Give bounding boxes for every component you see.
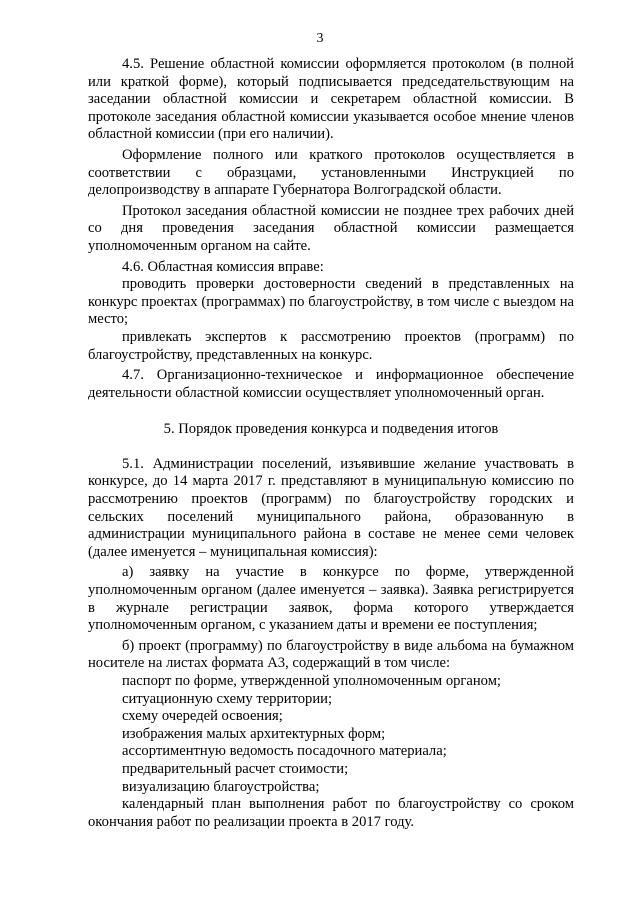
page-number: 3 bbox=[316, 31, 324, 46]
paragraph-4-6: 4.6. Областная комиссия вправе: bbox=[122, 258, 324, 275]
paragraph-4-7: 4.7. Организационно-техническое и информационное обеспечение деятельности областной комиссии осуществляет уполномоченный орган. bbox=[88, 367, 574, 401]
paragraph-item-b: б) проект (программу) по благоустройству в виде альбома на бумажном носителе на листах формата А3, содержащий в том числе: bbox=[88, 637, 574, 672]
list-item: паспорт по форме, утвержденной уполномоченным органом; bbox=[122, 673, 501, 689]
paragraph-4-5: 4.5. Решение областной комиссии оформляется протоколом (в полной или краткой форме), который подписывается председательствующим на заседании областной комиссии и секретарем областной комиссии. В протоколе заседания областной комиссии указывается особое мнение членов областной комиссии (при его наличии). bbox=[88, 56, 574, 143]
paragraph-experts-right: привлекать экспертов к рассмотрению проектов (программ) по благоустройству, представленных на конкурс. bbox=[88, 328, 574, 363]
list-item: изображения малых архитектурных форм; bbox=[122, 725, 386, 742]
list-item: ситуационную схему территории; bbox=[122, 690, 333, 707]
list-item: предварительный расчет стоимости; bbox=[122, 760, 349, 777]
paragraph-calendar-plan: календарный план выполнения работ по благоустройству со сроком окончания работ по реализации проекта в 2017 году. bbox=[88, 796, 574, 830]
document-body bbox=[88, 56, 574, 831]
paragraph-5-1: 5.1. Администрации поселений, изъявившие желание участвовать в конкурсе, до 14 марта 2017 г. представляют в муниципальную комиссию по рассмотрению проектов (программ) по благоустройству городских и сельских поселений муниципального района, образованную в администрации муниципального района в составе не менее семи человек (далее именуется – муниципальная комиссия): bbox=[88, 455, 574, 560]
paragraph-protocol-format: Оформление полного или краткого протоколов осуществляется в соответствии с образцами, установленными Инструкцией по делопроизводству в аппарате Губернатора Волгоградской области. bbox=[88, 146, 574, 199]
paragraph-item-a: а) заявку на участие в конкурсе по форме, утвержденной уполномоченным органом (далее именуется – заявка). Заявка регистрируется в журнале регистрации заявок, форма которого утверждается уполномоченным органом, с указанием даты и времени ее поступления; bbox=[88, 564, 574, 634]
list-item: ассортиментную ведомость посадочного материала; bbox=[122, 743, 447, 760]
section-heading: 5. Порядок проведения конкурса и подведения итогов bbox=[163, 421, 499, 438]
paragraph-verify-right: проводить проверки достоверности сведений в представленных на конкурс проектах (программах) по благоустройству, в том числе с выездом на место; bbox=[88, 276, 574, 328]
paragraph-protocol-publication: Протокол заседания областной комиссии не позднее трех рабочих дней со дня проведения заседания областной комиссии размещается уполномоченным органом на сайте. bbox=[88, 202, 574, 254]
list-item: схему очередей освоения; bbox=[122, 708, 283, 725]
list-item: визуализацию благоустройства; bbox=[122, 778, 320, 795]
